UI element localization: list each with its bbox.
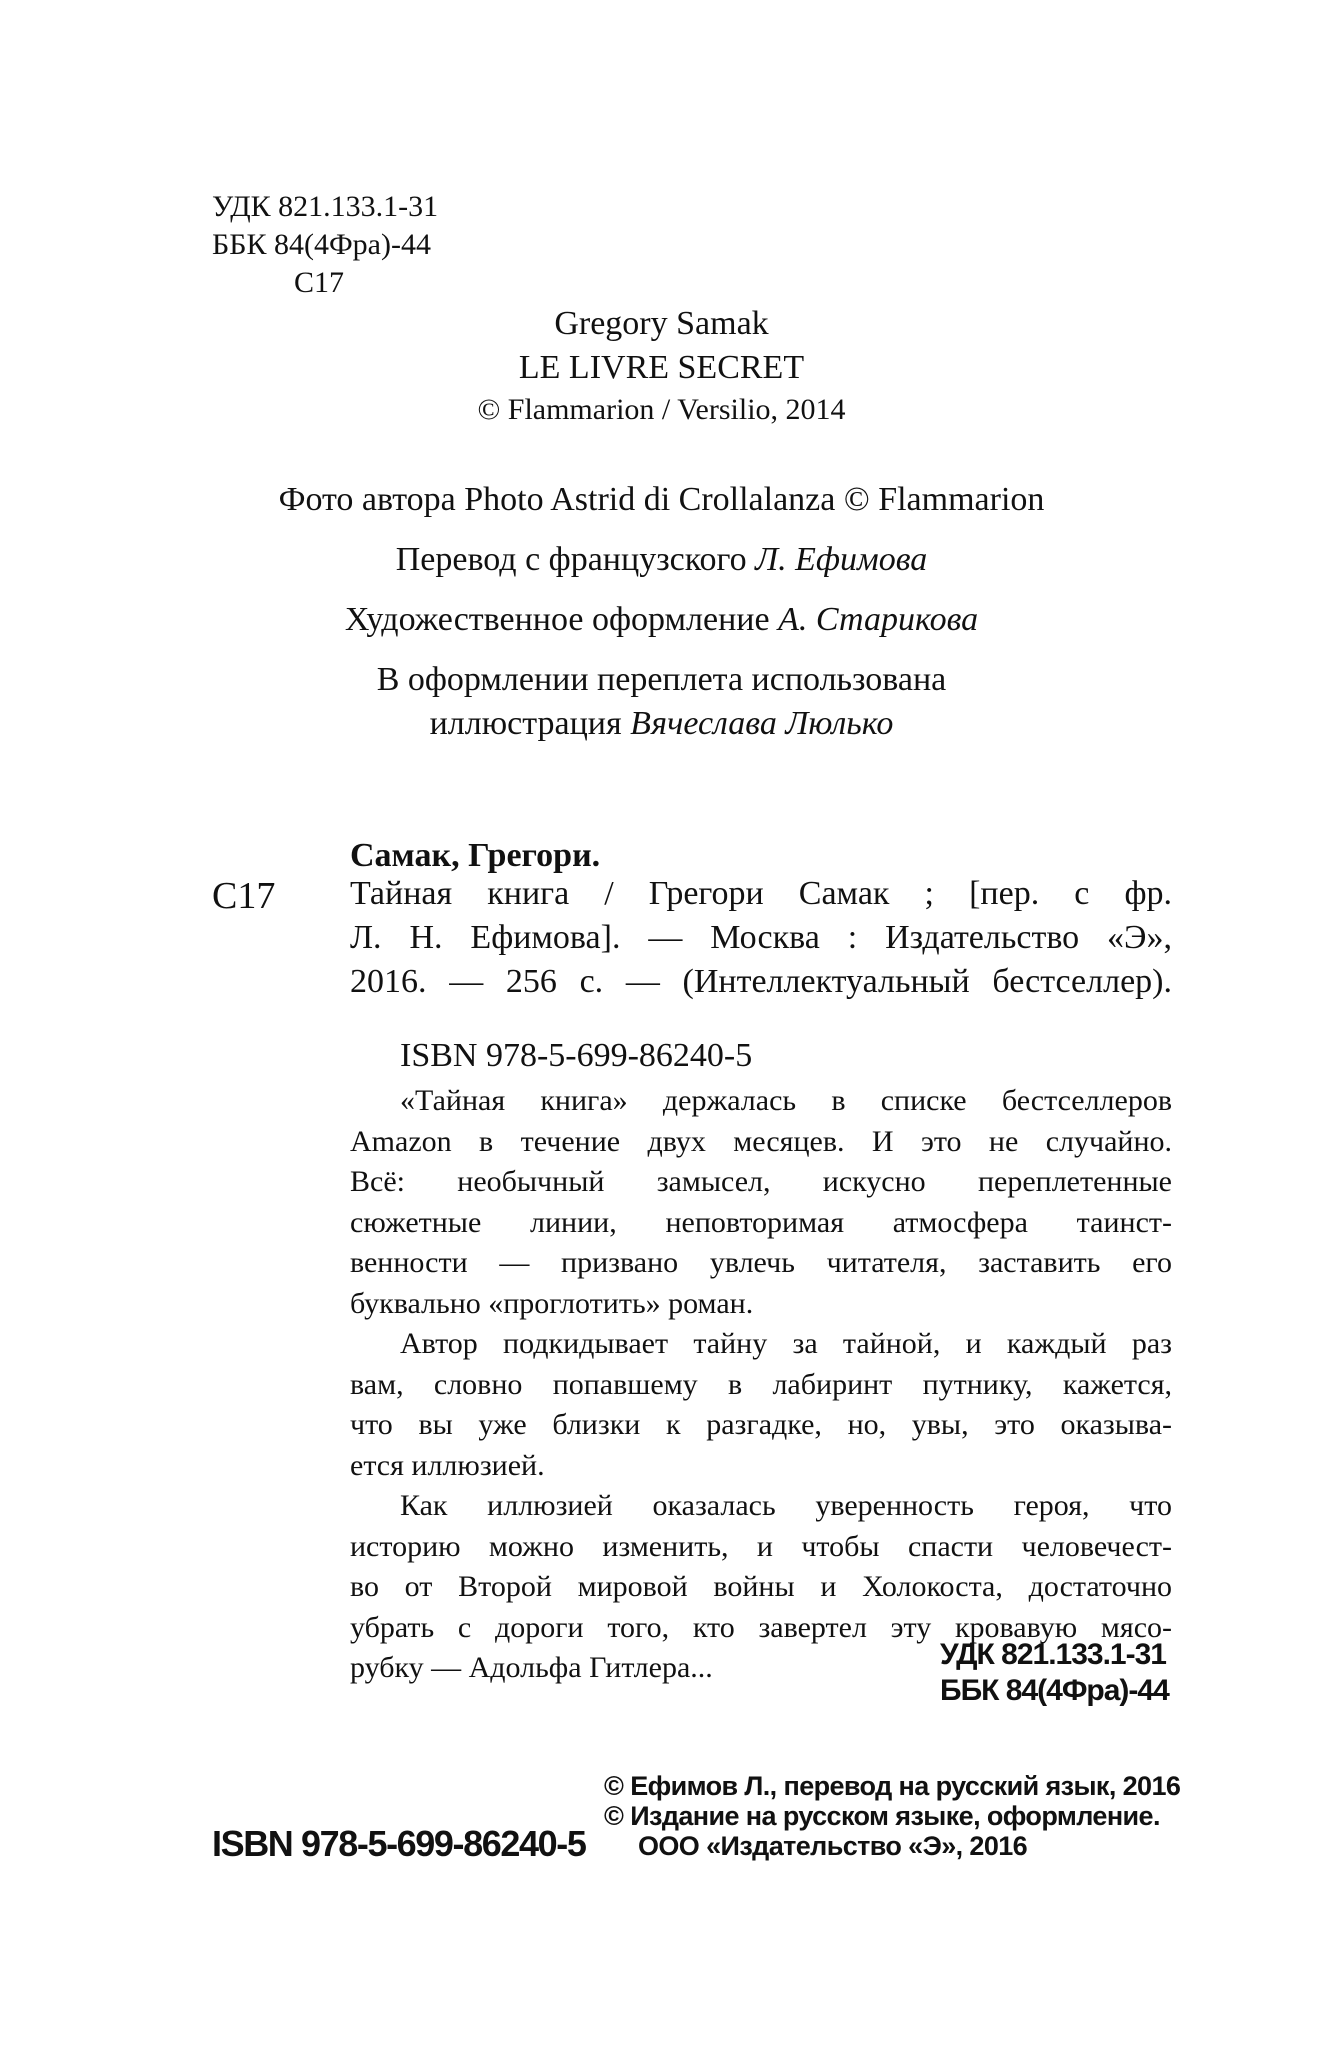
annotation-line: вам, словно попавшему в лабиринт путнику, кажется, — [350, 1367, 1172, 1401]
classification-block — [212, 188, 438, 302]
design-prefix: Художественное оформление — [344, 601, 779, 638]
catalog-description — [350, 872, 1172, 1004]
annotation-line: сюжетные линии, неповторимая атмосфера таинст- — [350, 1205, 1172, 1239]
catalog-author-heading: Самак, Грегори. — [350, 837, 601, 874]
original-title: LE LIVRE SECRET — [518, 349, 805, 386]
original-copyright: © Flammarion / Versilio, 2014 — [477, 393, 846, 426]
original-author: Gregory Samak — [554, 305, 769, 342]
illustrator-name: Вячеслава Люлько — [630, 705, 894, 742]
cover-credit-line2 — [0, 702, 1323, 746]
original-edition-block — [0, 302, 1323, 430]
author-cipher: С17 — [294, 266, 345, 299]
cover-prefix: иллюстрация — [429, 705, 631, 742]
catalog-line: Л. Н. Ефимова]. — Москва : Издательство «Э», — [350, 919, 1172, 956]
bottom-classification — [940, 1636, 1169, 1708]
copyright-line: © Издание на русском языке, оформление. — [604, 1801, 1160, 1831]
translation-credit — [0, 538, 1323, 582]
photo-credit: Фото автора Photo Astrid di Crollalanza © Flammarion — [278, 481, 1045, 518]
copyright-line: ООО «Издательство «Э», 2016 — [638, 1831, 1028, 1861]
catalog-cipher: С17 — [212, 875, 276, 917]
catalog-line: 2016. — 256 с. — (Интеллектуальный бестселлер). — [350, 963, 1172, 1000]
copyright-line: © Ефимов Л., перевод на русский язык, 2016 — [604, 1771, 1181, 1801]
annotation — [350, 1082, 1172, 1690]
annotation-line: рубку — Адольфа Гитлера... — [350, 1651, 713, 1684]
catalog-isbn: ISBN 978-5-699-86240-5 — [400, 1037, 753, 1074]
annotation-line: Всё: необычный замысел, искусно переплетенные — [350, 1165, 1172, 1198]
annotation-line: ется иллюзией. — [350, 1448, 545, 1482]
credits-block — [0, 478, 1323, 746]
annotation-line: Автор подкидывает тайну за тайной, и каждый раз — [400, 1327, 1172, 1360]
annotation-line: историю можно изменить, и чтобы спасти человечест- — [350, 1529, 1172, 1563]
annotation-line: что вы уже близки к разгадке, но, увы, это оказыва- — [350, 1408, 1172, 1441]
annotation-line: во от Второй мировой войны и Холокоста, достаточно — [350, 1570, 1172, 1603]
bottom-bbk: ББК 84(4Фра)-44 — [940, 1674, 1169, 1707]
bottom-udk: УДК 821.133.1-31 — [940, 1638, 1166, 1671]
annotation-line: буквально «проглотить» роман. — [350, 1286, 754, 1320]
translation-prefix: Перевод с французского — [395, 541, 756, 578]
bbk-code: ББК 84(4Фра)-44 — [212, 228, 431, 261]
translator-name: Л. Ефимова — [755, 541, 928, 578]
bottom-isbn: ISBN 978-5-699-86240-5 — [212, 1823, 586, 1864]
annotation-line: «Тайная книга» держалась в списке бестселлеров — [400, 1084, 1172, 1117]
annotation-line: Как иллюзией оказалась уверенность героя, что — [400, 1489, 1172, 1522]
cover-credit-line1: В оформлении переплета использована — [376, 661, 947, 698]
annotation-line: Amazon в течение двух месяцев. И это не случайно. — [350, 1124, 1172, 1158]
annotation-line: венности — призвано увлечь читателя, заставить его — [350, 1246, 1172, 1279]
udk-code: УДК 821.133.1-31 — [212, 190, 439, 223]
annotation-line: убрать с дороги того, кто завертел эту кровавую мясо- — [350, 1610, 1172, 1644]
catalog-line: Тайная книга / Грегори Самак ; [пер. с фр. — [350, 875, 1172, 912]
copyright-block — [604, 1770, 1180, 1860]
designer-name: А. Старикова — [778, 601, 979, 638]
design-credit — [0, 598, 1323, 642]
